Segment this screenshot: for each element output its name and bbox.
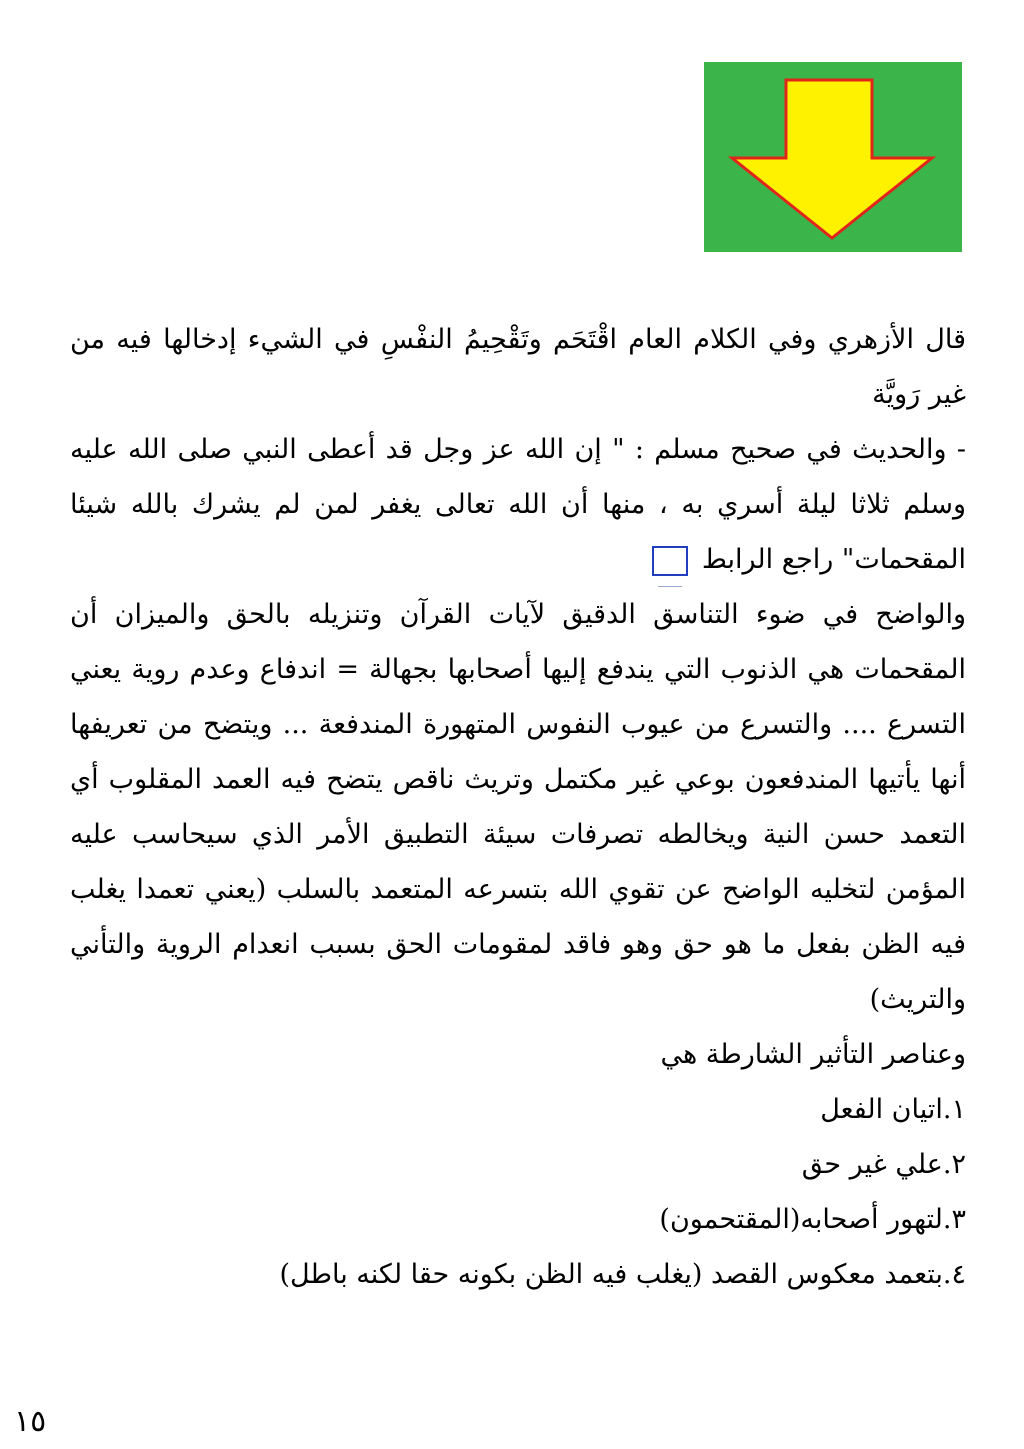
hadith-text: - والحديث في صحيح مسلم : " إن الله عز وجل قد أعطى النبي صلى الله عليه وسلم ثلاثا ليلة أسري به ، منها أن الله تعالى يغفر لمن لم يشرك بالله شيئا المقحمات" راجع الرابط [70, 434, 966, 575]
list-item: ٢.علي غير حق [801, 1149, 966, 1180]
list-item: ٣.لتهور أصحابه(المقتحمون) [659, 1204, 966, 1235]
paragraph-hadith [70, 422, 966, 587]
paragraph-definition: قال الأزهري وفي الكلام العام اقْتَحَم وتَقْحِيمُ النفْسِ في الشيء إدخالها فيه من غير رَويَّة [70, 324, 966, 410]
paragraph-explanation: والواضح في ضوء التناسق الدقيق لآيات القرآن وتنزيله بالحق والميزان أن المقحمات هي الذنوب التي يندفع إليها أصحابها بجهالة = اندفاع وعدم روية يعني التسرع .... والتسرع من عيوب النفوس المتهورة المندفعة ... ويتضح من تعريفها أنها يأتيها المندفعون بوعي غير مكتمل وتريث ناقص يتضح فيه العمد المقلوب أي التعمد حسن النية ويخالطه تصرفات سيئة التطبيق الأمر الذي سيحاسب عليه المؤمن لتخليه الواضح عن تقوي الله بتسرعه المتعمد بالسلب (يعني تعمدا يغلب فيه الظن بفعل ما هو حق وهو فاقد لمقومات الحق بسبب انعدام الروية والتأني والتريث) [70, 599, 966, 1015]
paragraph-elements-intro: وعناصر التأثير الشارطة هي [660, 1039, 966, 1070]
list-item: ١.اتيان الفعل [820, 1094, 966, 1125]
link-box-icon[interactable] [652, 546, 688, 576]
list-item: ٤.بتعمد معكوس القصد (يغلب فيه الظن بكونه حقا لكنه باطل) [279, 1259, 966, 1290]
link-underline [658, 586, 682, 587]
page-number: ١٥ [14, 1404, 47, 1439]
article-body [70, 312, 966, 1302]
down-arrow-icon [704, 62, 962, 252]
down-arrow-graphic [704, 62, 962, 252]
